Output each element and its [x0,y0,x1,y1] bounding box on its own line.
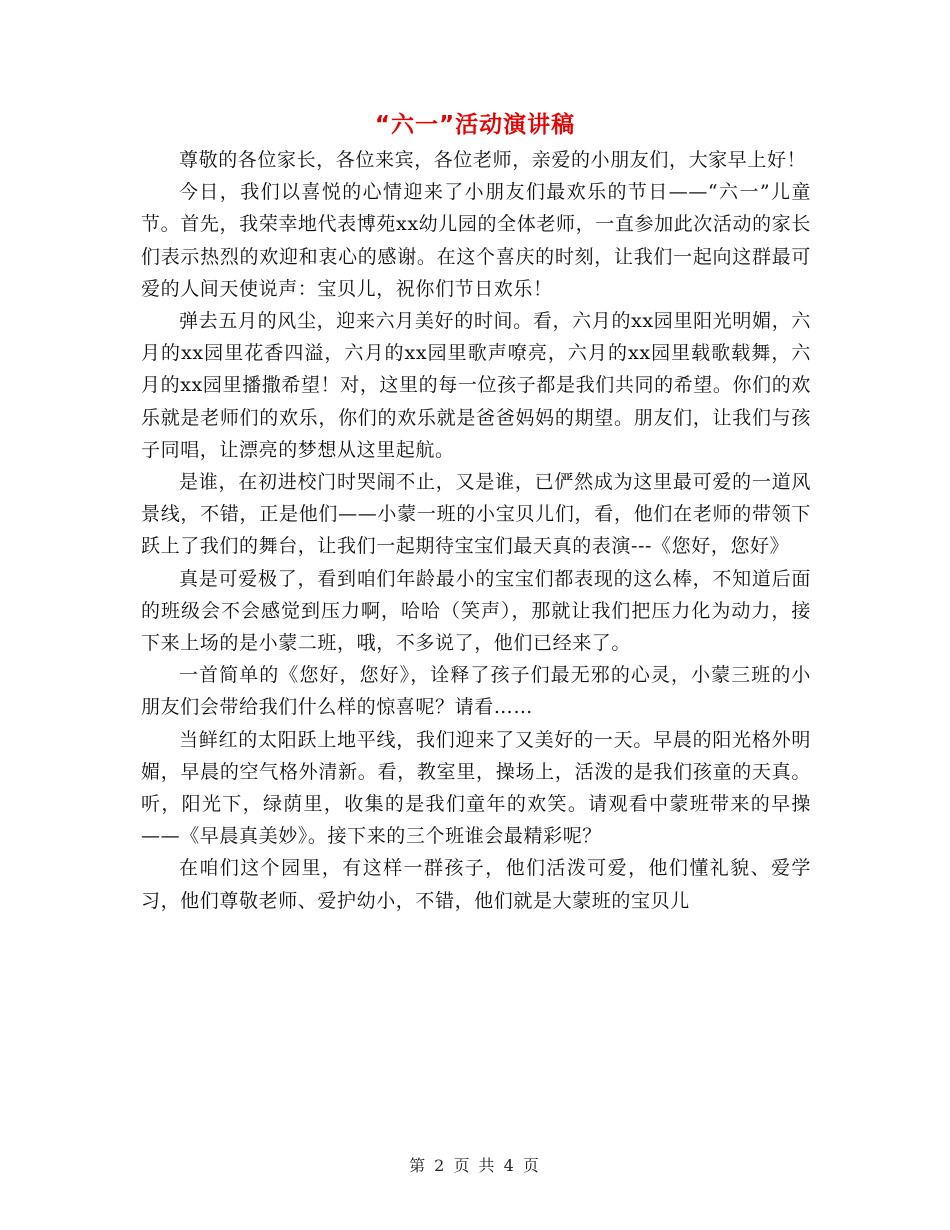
paragraph-morning-exercise: 当鲜红的太阳跃上地平线，我们迎来了又美好的一天。早晨的阳光格外明媚，早晨的空气格外清新。看，教室里，操场上，活泼的是我们孩童的天真。 听，阳光下，绿荫里，收集的是我们童年的欢笑。请观看中蒙班带来的早操——《早晨真美妙》。接下来的三个班谁会最精彩呢？ [141,728,811,848]
document-title: “六一”活动演讲稿 [374,112,576,138]
paragraph-class-three: 一首简单的《您好，您好》，诠释了孩子们最无邪的心灵，小蒙三班的小朋友们会带给我们什么样的惊喜呢？请看…… [141,664,811,719]
paragraph-june: 弹去五月的风尘，迎来六月美好的时间。看，六月的xx园里阳光明媚，六月的xx园里花香四溢，六月的xx园里歌声嘹亮，六月的xx园里载歌载舞，六月的xx园里播撒希望！对，这里的每一位孩子都是我们共同的希望。你们的欢乐就是老师们的欢乐，你们的欢乐就是爸爸妈妈的期望。朋友们，让我们与孩子同唱，让漂亮的梦想从这里起航。 [141,310,811,461]
paragraph-welcome: 今日，我们以喜悦的心情迎来了小朋友们最欢乐的节日——“六一”儿童节。首先，我荣幸地代表博苑xx幼儿园的全体老师，一直参加此次活动的家长们表示热烈的欢迎和衷心的感谢。在这个喜庆的时刻，让我们一起向这群最可爱的人间天使说声：宝贝儿，祝你们节日欢乐！ [141,181,811,300]
document-body [141,144,811,917]
page-number-footer: 第 2 页 共 4 页 [409,1156,541,1175]
paragraph-class-two: 真是可爱极了，看到咱们年龄最小的宝宝们都表现的这么棒，不知道后面的班级会不会感觉到压力啊，哈哈（笑声），那就让我们把压力化为动力，接下来上场的是小蒙二班，哦，不多说了，他们已经来了。 [141,567,811,655]
paragraph-class-one: 是谁，在初进校门时哭闹不止，又是谁，已俨然成为这里最可爱的一道风景线，不错，正是他们——小蒙一班的小宝贝儿们，看，他们在老师的带领下跃上了我们的舞台，让我们一起期待宝宝们最天真的表演---《您好，您好》 [141,471,811,558]
paragraph-senior-class: 在咱们这个园里，有这样一群孩子，他们活泼可爱，他们懂礼貌、爱学习，他们尊敬老师、爱护幼小，不错，他们就是大蒙班的宝贝儿 [141,857,811,912]
paragraph-greeting: 尊敬的各位家长，各位来宾，各位老师，亲爱的小朋友们，大家早上好！ [179,149,807,171]
